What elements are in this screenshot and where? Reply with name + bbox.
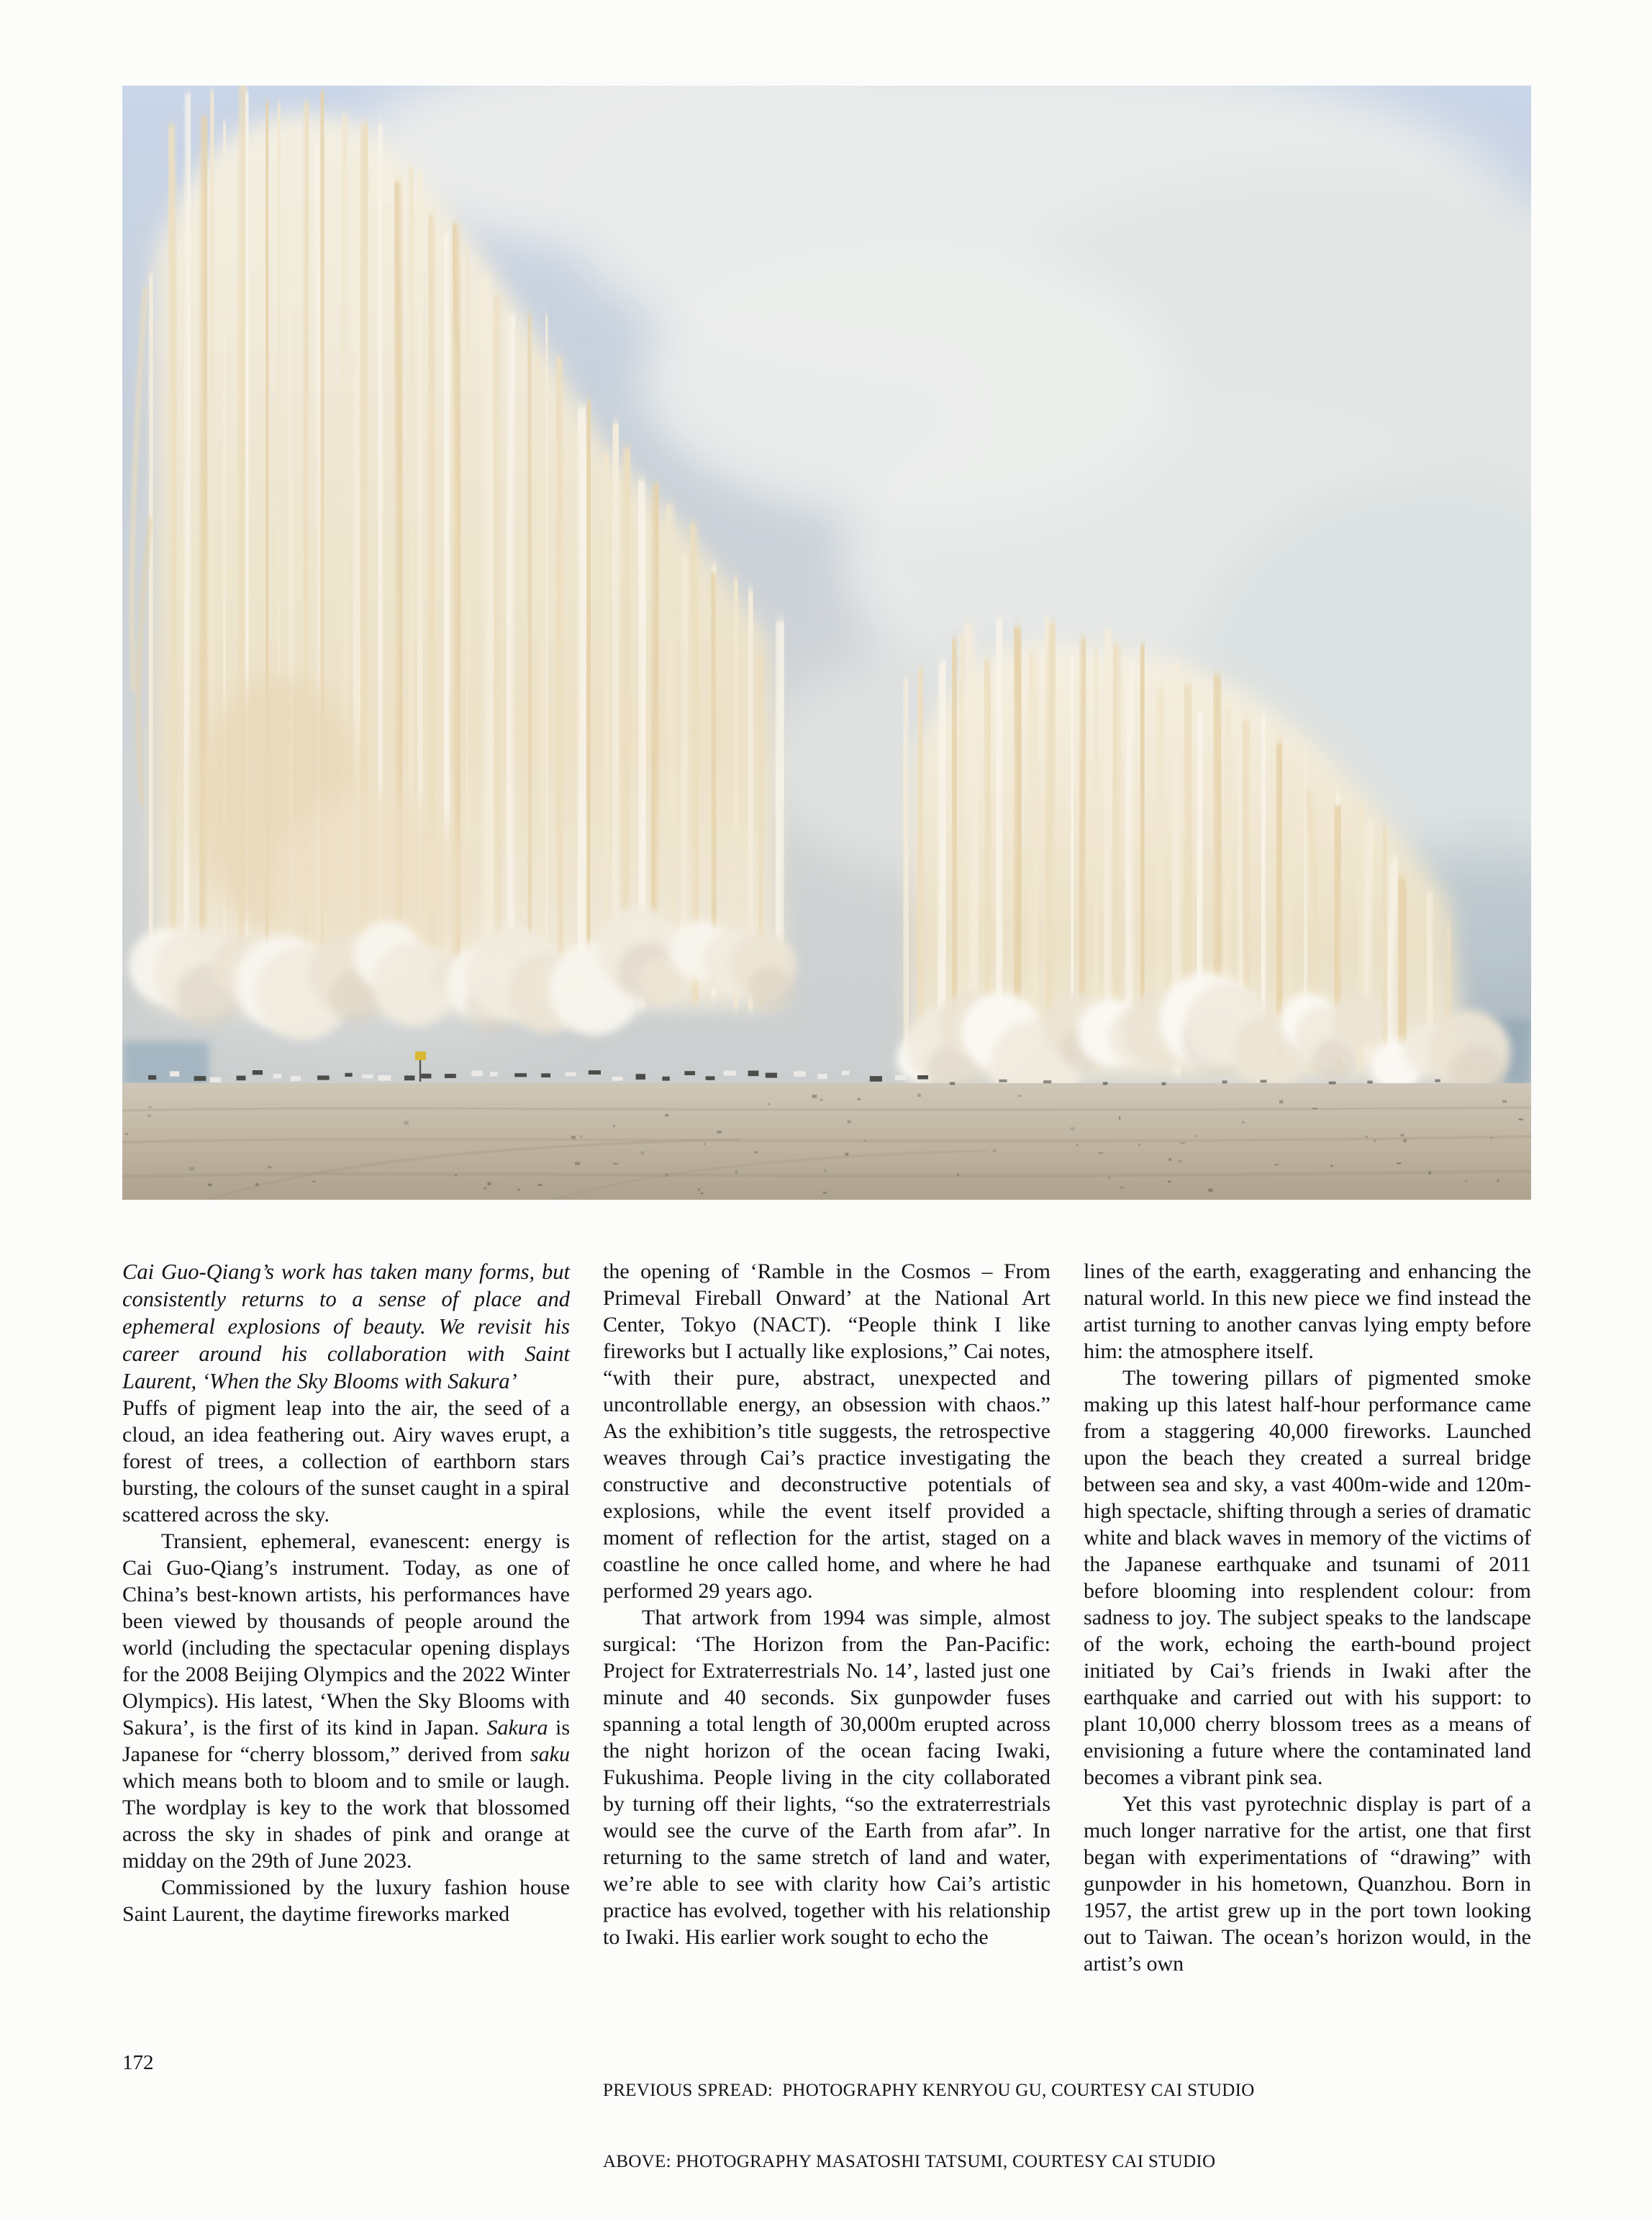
- article-column-2: [603, 1258, 1050, 1977]
- credit-line-previous-spread: PREVIOUS SPREAD: PHOTOGRAPHY KENRYOU GU, COURTESY CAI STUDIO: [603, 2081, 1255, 2100]
- page-number: 172: [122, 2051, 154, 2074]
- paragraph: the opening of ‘Ramble in the Cosmos – From Primeval Fireball Onward’ at the National Art Center, Tokyo (NACT). “People think I like fireworks but I actually like explosions,” Cai notes, “with their pure, abstract, unexpected and uncontrollable energy, an obsession with chaos.” As the exhibition’s title suggests, the retrospective weaves through Cai’s practice investigating the constructive and deconstructive potentials of explosions, while the event itself provided a moment of reflection for the artist, staged on a coastline he once called home, and where he had performed 29 years ago.: [603, 1259, 1050, 1603]
- article-column-1: [122, 1258, 570, 1977]
- paragraph: Commissioned by the luxury fashion house Saint Laurent, the daytime fireworks marked: [122, 1876, 570, 1926]
- paragraph: Transient, ephemeral, evanescent: energy is Cai Guo-Qiang’s instrument. Today, as one of China’s best-known artists, his performances have been viewed by thousands of people around the world (including the spectacular opening displays for the 2008 Beijing Olympics and the 2022 Winter Olympics). His latest, ‘When the Sky Blooms with Sakura’, is the first of its kind in Japan. Sakura is Japanese for “cherry blossom,” derived from saku which means both to bloom and to smile or laugh. The wordplay is key to the work that blossomed across the sky in shades of pink and orange at midday on the 29th of June 2023.: [122, 1529, 571, 1873]
- paragraph: That artwork from 1994 was simple, almost surgical: ‘The Horizon from the Pan-Pacific: Project for Extraterrestrials No. 14’, lasted just one minute and 40 seconds. Six gunpowder fuses spanning a total length of 30,000m erupted across the night horizon of the ocean facing Iwaki, Fukushima. People living in the city collaborated by turning off their lights, “so the extraterrestrials would see the curve of the Earth from afar”. In returning to the same stretch of land and water, we’re able to see with clarity how Cai’s artistic practice has evolved, together with his relationship to Iwaki. His earlier work sought to echo the: [603, 1606, 1050, 1949]
- article-column-3: [1084, 1258, 1531, 1977]
- paragraph: The towering pillars of pigmented smoke making up this latest half-hour performance came from a staggering 40,000 fireworks. Launched upon the beach they created a surreal bridge between sea and sky, a vast 400m-wide and 120m-high spectacle, shifting through a series of dramatic white and black waves in memory of the victims of the Japanese earthquake and tsunami of 2011 before blooming into resplendent colour: from sadness to joy. The subject speaks to the landscape of the work, echoing the earth-bound project initiated by Cai’s friends in Iwaki after the earthquake and carried out with his support: to plant 10,000 cherry blossom trees as a means of envisioning a future where the contaminated land becomes a vibrant pink sea.: [1084, 1366, 1531, 1789]
- fireworks-photo-illustration: [122, 86, 1531, 1200]
- credit-line-above: ABOVE: PHOTOGRAPHY MASATOSHI TATSUMI, COURTESY CAI STUDIO: [603, 2152, 1216, 2171]
- paragraph: lines of the earth, exaggerating and enhancing the natural world. In this new piece we find instead the artist turning to another canvas lying empty before him: the atmosphere itself.: [1084, 1259, 1531, 1363]
- paragraph: Puffs of pigment leap into the air, the seed of a cloud, an idea feathering out. Airy waves erupt, a forest of trees, a collection of earthborn stars bursting, the colours of the sunset caught in a spiral scattered across the sky.: [122, 1396, 570, 1526]
- standfirst: Cai Guo-Qiang’s work has taken many forms, but consistently returns to a sense of place and ephemeral explosions of beauty. We revisit his career around his collaboration with Saint Laurent, ‘When the Sky Blooms with Sakura’: [122, 1259, 570, 1393]
- article-body: [122, 1258, 1531, 1977]
- artwork-photo: [122, 86, 1531, 1200]
- paragraph: Yet this vast pyrotechnic display is part of a much longer narrative for the artist, one that first began with experimentations of “drawing” with gunpowder in his hometown, Quanzhou. Born in 1957, the artist grew up in the port town looking out to Taiwan. The ocean’s horizon would, in the artist’s own: [1084, 1792, 1531, 1976]
- photo-credits: [603, 2031, 1255, 2221]
